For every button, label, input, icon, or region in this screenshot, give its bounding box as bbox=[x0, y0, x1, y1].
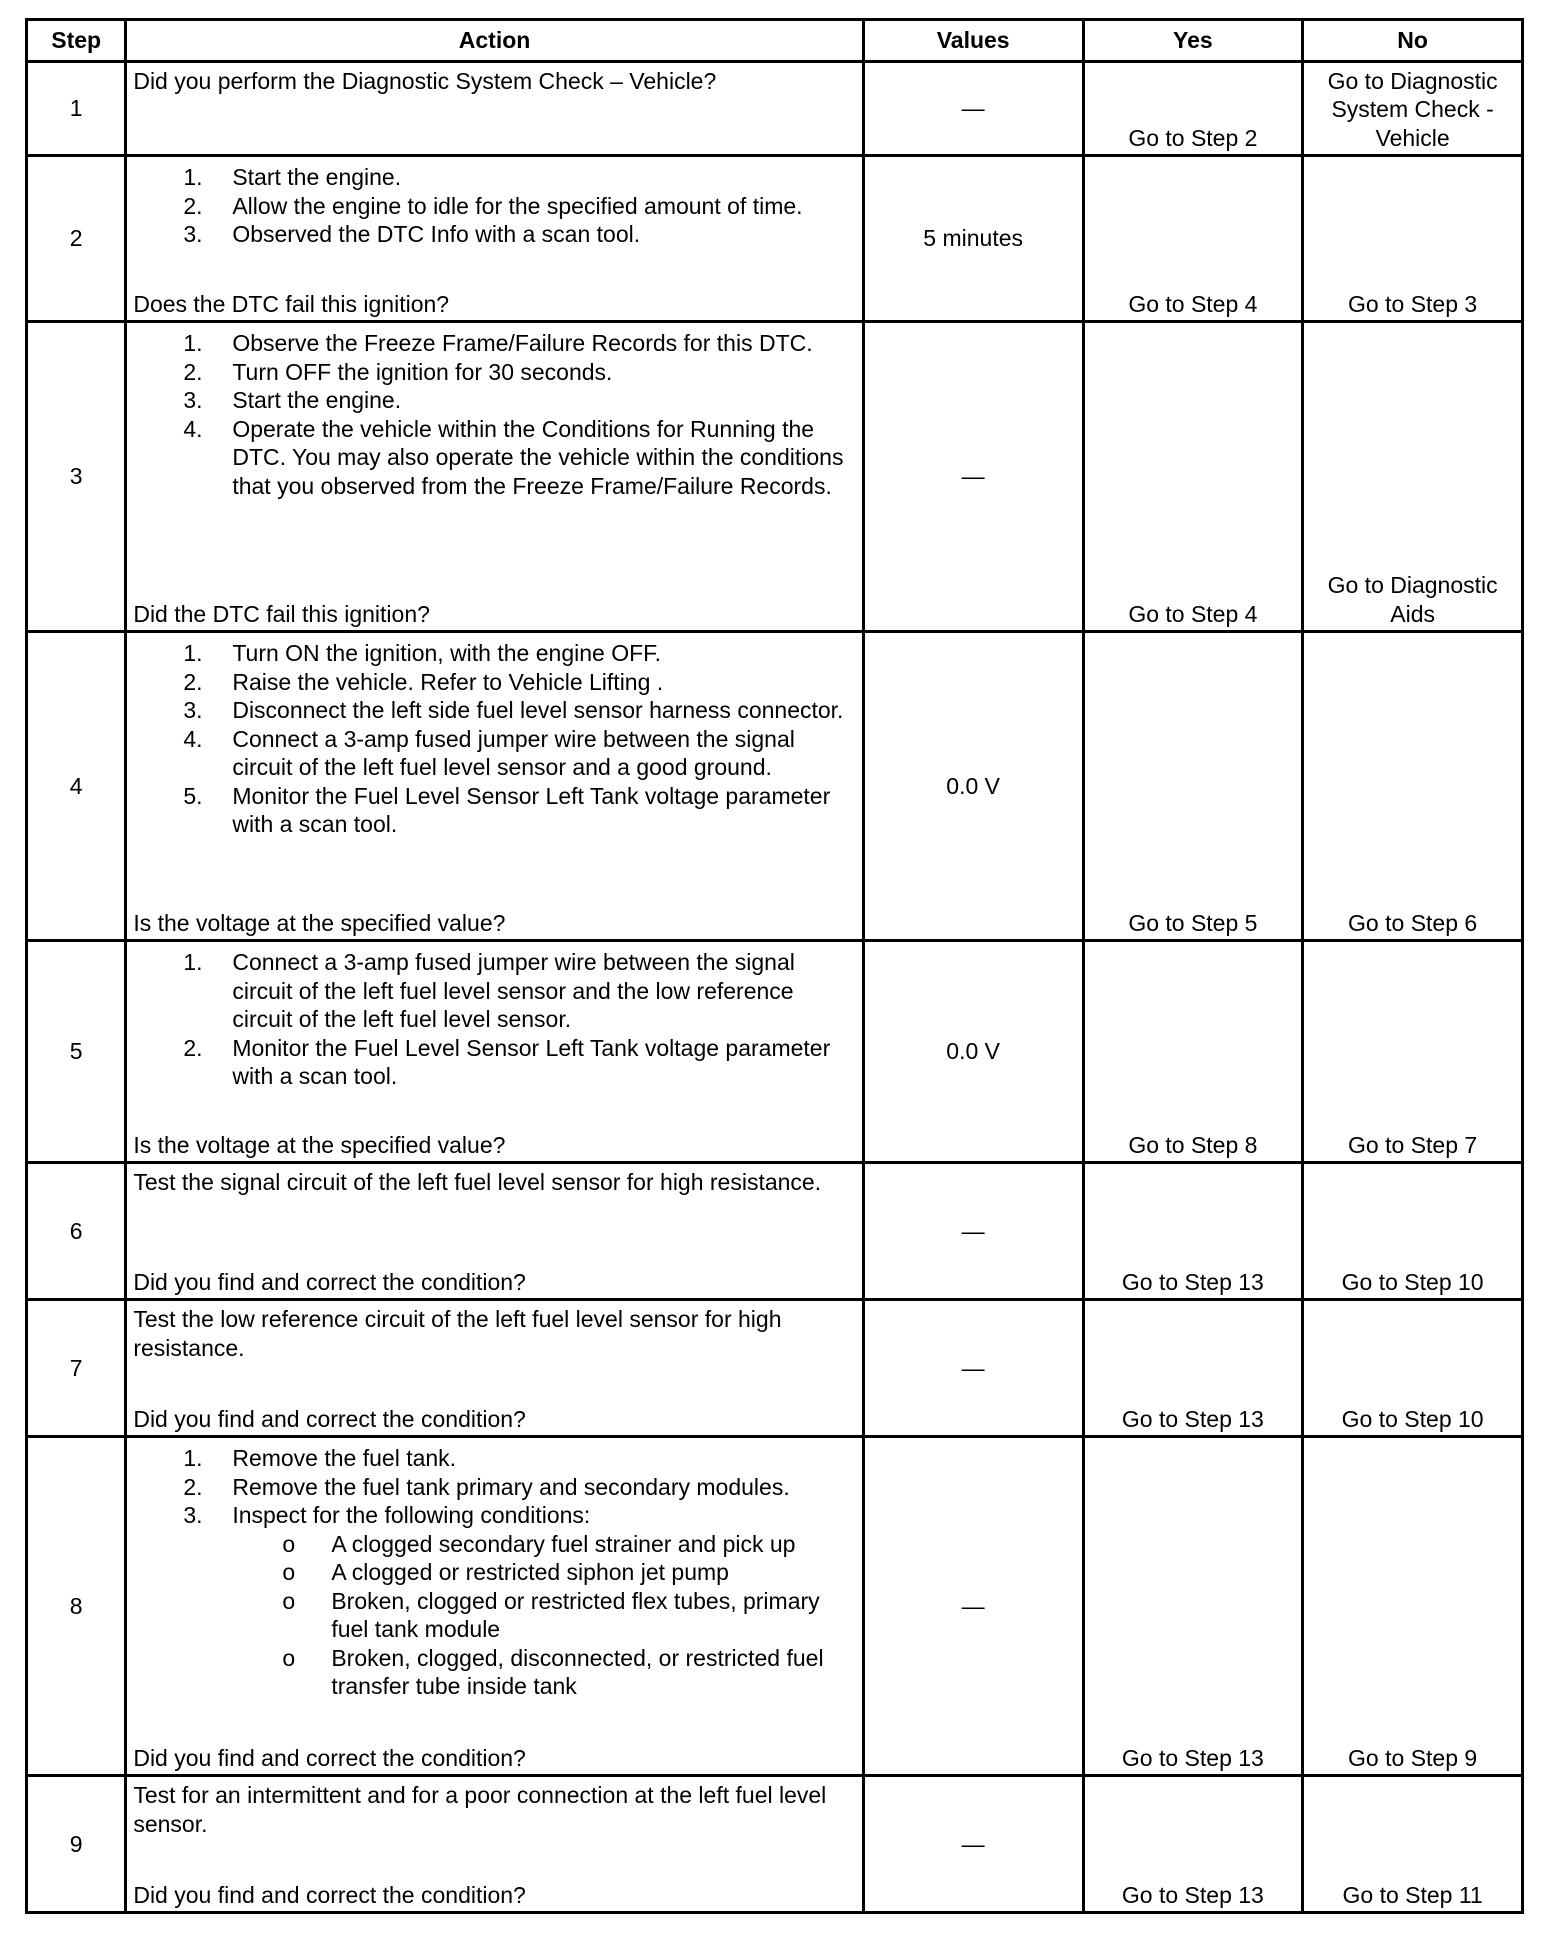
action-step-number: 4. bbox=[183, 725, 203, 752]
no-link[interactable]: Go to Diagnostic System Check - Vehicle bbox=[1303, 62, 1523, 156]
action-step bbox=[133, 1473, 855, 1502]
action-steps-list bbox=[133, 948, 855, 1091]
action-step-text: Remove the fuel tank. bbox=[232, 1445, 457, 1471]
table-row bbox=[27, 1300, 1523, 1437]
action-step-text: Turn OFF the ignition for 30 seconds. bbox=[232, 358, 613, 385]
value-cell: 0.0 V bbox=[863, 941, 1083, 1163]
action-step-text: Connect a 3-amp fused jumper wire between the signal circuit of the left fuel level sensor and a good ground. bbox=[232, 725, 795, 780]
no-link[interactable]: Go to Diagnostic Aids bbox=[1303, 322, 1523, 632]
action-steps-list bbox=[133, 163, 855, 249]
yes-link[interactable]: Go to Step 13 bbox=[1083, 1163, 1303, 1300]
action-step bbox=[133, 415, 855, 501]
action-step-text: Inspect for the following conditions: bbox=[232, 1502, 591, 1528]
action-instructions bbox=[133, 1442, 855, 1744]
no-link[interactable]: Go to Step 10 bbox=[1303, 1300, 1523, 1437]
action-step bbox=[133, 948, 855, 1034]
action-step-number: 2. bbox=[183, 668, 203, 695]
action-content bbox=[133, 161, 855, 318]
action-content bbox=[133, 1168, 855, 1296]
action-step-text: Turn ON the ignition, with the engine OFF. bbox=[232, 640, 662, 666]
condition-text: Broken, clogged or restricted flex tubes, primary fuel tank module bbox=[331, 1587, 820, 1642]
action-cell bbox=[126, 1776, 863, 1913]
bullet-icon: o bbox=[282, 1530, 296, 1557]
action-instructions bbox=[133, 1781, 855, 1881]
condition-item bbox=[232, 1558, 855, 1587]
action-step bbox=[133, 696, 855, 725]
bullet-icon: o bbox=[282, 1587, 296, 1614]
yes-link[interactable]: Go to Step 13 bbox=[1083, 1776, 1303, 1913]
step-number: 6 bbox=[27, 1163, 126, 1300]
action-question: Did you find and correct the condition? bbox=[133, 1881, 526, 1908]
action-intro: Test for an intermittent and for a poor connection at the left fuel level sensor. bbox=[133, 1782, 827, 1837]
condition-text: A clogged secondary fuel strainer and pick up bbox=[331, 1530, 796, 1557]
action-step bbox=[133, 725, 855, 782]
action-step-text: Connect a 3-amp fused jumper wire between the signal circuit of the left fuel level sensor and the low reference circuit of the left fuel level sensor. bbox=[232, 949, 795, 1032]
action-step-text: Monitor the Fuel Level Sensor Left Tank voltage parameter with a scan tool. bbox=[232, 1034, 831, 1089]
value-cell: 0.0 V bbox=[863, 632, 1083, 941]
action-step-number: 1. bbox=[183, 1445, 203, 1471]
action-step-number: 3. bbox=[183, 387, 203, 413]
yes-link[interactable]: Go to Step 2 bbox=[1083, 62, 1303, 156]
table-row bbox=[27, 941, 1523, 1163]
action-content bbox=[133, 67, 855, 152]
action-content bbox=[133, 1442, 855, 1772]
action-content bbox=[133, 1305, 855, 1433]
value-cell: — bbox=[863, 322, 1083, 632]
action-cell bbox=[126, 62, 863, 156]
action-instructions bbox=[133, 637, 855, 909]
table-row bbox=[27, 156, 1523, 322]
action-step-number: 3. bbox=[183, 221, 203, 247]
action-question: Is the voltage at the specified value? bbox=[133, 1131, 506, 1158]
action-step-number: 1. bbox=[183, 164, 203, 190]
no-link[interactable]: Go to Step 6 bbox=[1303, 632, 1523, 941]
action-step-number: 4. bbox=[183, 415, 203, 442]
action-intro: Test the signal circuit of the left fuel level sensor for high resistance. bbox=[133, 1169, 822, 1195]
action-intro: Did you perform the Diagnostic System Check – Vehicle? bbox=[133, 68, 717, 94]
action-question: Did you find and correct the condition? bbox=[133, 1268, 526, 1295]
action-cell bbox=[126, 941, 863, 1163]
diagnostic-table bbox=[25, 18, 1524, 1914]
value-cell: — bbox=[863, 1437, 1083, 1776]
value-cell: — bbox=[863, 1300, 1083, 1437]
value-cell: — bbox=[863, 1776, 1083, 1913]
action-cell bbox=[126, 632, 863, 941]
action-step bbox=[133, 220, 855, 249]
condition-item bbox=[232, 1587, 855, 1644]
action-step-text: Allow the engine to idle for the specified amount of time. bbox=[232, 192, 803, 219]
condition-item bbox=[232, 1530, 855, 1559]
action-question: Did you find and correct the condition? bbox=[133, 1405, 526, 1432]
step-number: 4 bbox=[27, 632, 126, 941]
condition-item bbox=[232, 1644, 855, 1701]
condition-text: A clogged or restricted siphon jet pump bbox=[331, 1559, 729, 1585]
bullet-icon: o bbox=[282, 1559, 296, 1585]
action-step-text: Disconnect the left side fuel level sensor harness connector. bbox=[232, 697, 844, 723]
action-step-number: 1. bbox=[183, 640, 203, 666]
action-cell bbox=[126, 1437, 863, 1776]
action-step-number: 2. bbox=[183, 192, 203, 219]
action-steps-list bbox=[133, 639, 855, 839]
yes-link[interactable]: Go to Step 13 bbox=[1083, 1437, 1303, 1776]
yes-link[interactable]: Go to Step 13 bbox=[1083, 1300, 1303, 1437]
action-instructions bbox=[133, 67, 855, 152]
no-link[interactable]: Go to Step 3 bbox=[1303, 156, 1523, 322]
action-cell bbox=[126, 1300, 863, 1437]
table-row bbox=[27, 1163, 1523, 1300]
action-question: Does the DTC fail this ignition? bbox=[133, 290, 450, 317]
header-values: Values bbox=[863, 20, 1083, 62]
action-step-number: 3. bbox=[183, 1502, 203, 1528]
step-number: 1 bbox=[27, 62, 126, 156]
action-cell bbox=[126, 1163, 863, 1300]
action-step bbox=[133, 192, 855, 221]
action-step bbox=[133, 1501, 855, 1701]
no-link[interactable]: Go to Step 9 bbox=[1303, 1437, 1523, 1776]
step-number: 8 bbox=[27, 1437, 126, 1776]
action-step bbox=[133, 639, 855, 668]
action-step-text: Start the engine. bbox=[232, 387, 402, 413]
value-cell: — bbox=[863, 1163, 1083, 1300]
step-number: 2 bbox=[27, 156, 126, 322]
no-link[interactable]: Go to Step 10 bbox=[1303, 1163, 1523, 1300]
action-step bbox=[133, 1444, 855, 1473]
action-instructions bbox=[133, 946, 855, 1131]
header-action: Action bbox=[126, 20, 863, 62]
action-step-number: 5. bbox=[183, 782, 203, 809]
action-step-number: 1. bbox=[183, 949, 203, 975]
action-step-number: 3. bbox=[183, 697, 203, 723]
action-step-text: Raise the vehicle. Refer to Vehicle Lifting . bbox=[232, 668, 664, 695]
action-step bbox=[133, 329, 855, 358]
table-row bbox=[27, 632, 1523, 941]
header-yes: Yes bbox=[1083, 20, 1303, 62]
step-number: 7 bbox=[27, 1300, 126, 1437]
action-step bbox=[133, 163, 855, 192]
action-question: Did the DTC fail this ignition? bbox=[133, 600, 430, 627]
action-question: Is the voltage at the specified value? bbox=[133, 909, 506, 936]
step-number: 5 bbox=[27, 941, 126, 1163]
yes-link[interactable]: Go to Step 8 bbox=[1083, 941, 1303, 1163]
action-step bbox=[133, 782, 855, 839]
action-step-text: Observe the Freeze Frame/Failure Records for this DTC. bbox=[232, 330, 813, 356]
action-step-text: Operate the vehicle within the Conditions for Running the DTC. You may also operate the vehicle within the conditions that you observed from the Freeze Frame/Failure Records. bbox=[232, 415, 844, 499]
step-number: 3 bbox=[27, 322, 126, 632]
yes-link[interactable]: Go to Step 5 bbox=[1083, 632, 1303, 941]
step-number: 9 bbox=[27, 1776, 126, 1913]
action-step-text: Monitor the Fuel Level Sensor Left Tank voltage parameter with a scan tool. bbox=[232, 782, 831, 837]
value-cell: — bbox=[863, 62, 1083, 156]
action-step bbox=[133, 386, 855, 415]
yes-link[interactable]: Go to Step 4 bbox=[1083, 156, 1303, 322]
action-step-number: 1. bbox=[183, 330, 203, 356]
yes-link[interactable]: Go to Step 4 bbox=[1083, 322, 1303, 632]
action-step-text: Start the engine. bbox=[232, 164, 402, 190]
action-step bbox=[133, 358, 855, 387]
action-step-number: 2. bbox=[183, 1473, 203, 1500]
table-row bbox=[27, 1776, 1523, 1913]
action-cell bbox=[126, 322, 863, 632]
value-cell: 5 minutes bbox=[863, 156, 1083, 322]
action-instructions bbox=[133, 1168, 855, 1268]
action-instructions bbox=[133, 327, 855, 600]
no-link[interactable]: Go to Step 11 bbox=[1303, 1776, 1523, 1913]
no-link[interactable]: Go to Step 7 bbox=[1303, 941, 1523, 1163]
condition-list bbox=[232, 1530, 855, 1701]
action-content bbox=[133, 1781, 855, 1909]
condition-text: Broken, clogged, disconnected, or restricted fuel transfer tube inside tank bbox=[331, 1644, 824, 1699]
action-steps-list bbox=[133, 329, 855, 500]
action-content bbox=[133, 946, 855, 1159]
table-row bbox=[27, 62, 1523, 156]
action-instructions bbox=[133, 161, 855, 290]
action-step bbox=[133, 668, 855, 697]
action-cell bbox=[126, 156, 863, 322]
action-step-number: 2. bbox=[183, 358, 203, 385]
bullet-icon: o bbox=[282, 1644, 296, 1671]
action-step-text: Remove the fuel tank primary and secondary modules. bbox=[232, 1473, 790, 1500]
table-row bbox=[27, 1437, 1523, 1776]
action-step-text: Observed the DTC Info with a scan tool. bbox=[232, 221, 641, 247]
header-no: No bbox=[1303, 20, 1523, 62]
header-row bbox=[27, 20, 1523, 62]
action-content bbox=[133, 637, 855, 937]
action-content bbox=[133, 327, 855, 628]
action-question: Did you find and correct the condition? bbox=[133, 1744, 526, 1771]
table-row bbox=[27, 322, 1523, 632]
action-instructions bbox=[133, 1305, 855, 1405]
action-steps-list bbox=[133, 1444, 855, 1701]
action-step bbox=[133, 1034, 855, 1091]
header-step: Step bbox=[27, 20, 126, 62]
action-step-number: 2. bbox=[183, 1034, 203, 1061]
action-intro: Test the low reference circuit of the left fuel level sensor for high resistance. bbox=[133, 1306, 782, 1361]
